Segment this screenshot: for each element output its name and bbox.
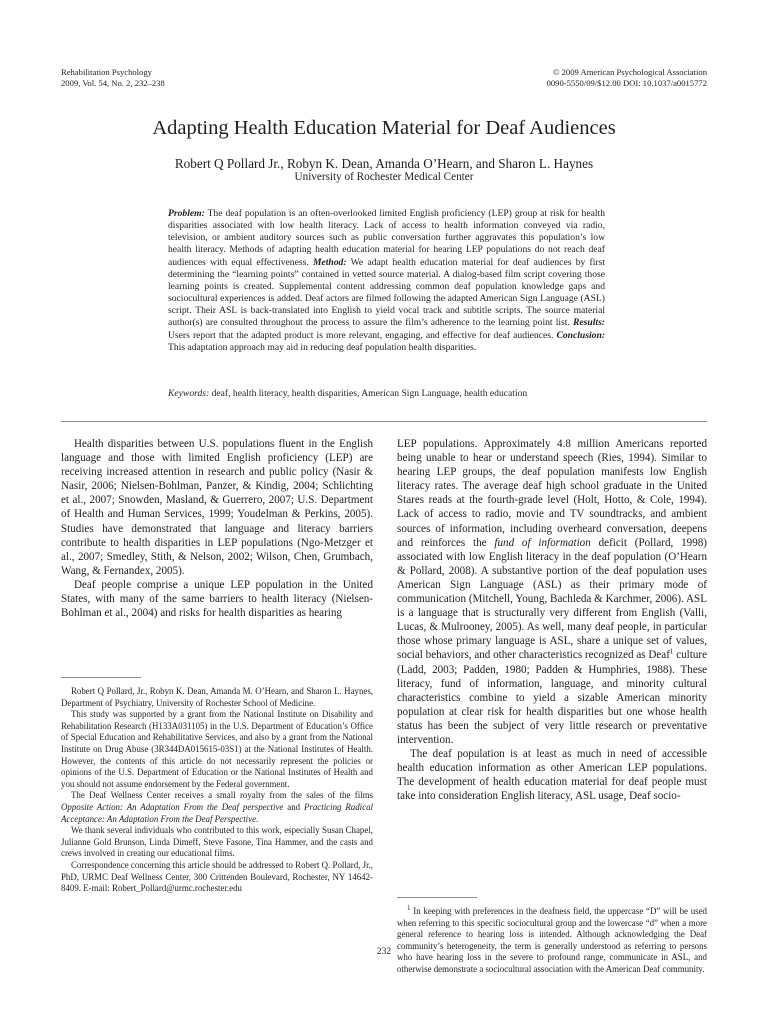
author-note-correspondence: Correspondence concerning this article should be addressed to Robert Q. Pollard, Jr., PhD, URMC Deaf Wellness Center, 300 Crittenden Boulevard, Rochester, NY 14642-8409. E-mail: Robert_Pollard@urmc.rochester.edu (61, 859, 373, 894)
abstract-results-label: Results: (569, 317, 605, 329)
body-column-right (397, 437, 707, 803)
footnote-divider-right (397, 897, 477, 898)
copyright-line: © 2009 American Psychological Association (552, 67, 707, 77)
abstract-conclusion-label: Conclusion: (553, 329, 605, 341)
abstract (168, 208, 605, 354)
journal-name: Rehabilitation Psychology (61, 67, 152, 77)
page-number: 232 (376, 946, 392, 957)
author-note-acknowledgments: We thank several individuals who contributed to this work, especially Susan Chapel, Julianne Gold Brunson, Linda Dimeff, Steve Fasone, Tina Hammer, and the casts and crews involved in creating our educational films. (61, 825, 373, 859)
author-list: Robert Q Pollard Jr., Robyn K. Dean, Amanda O’Hearn, and Sharon L. Haynes (174, 156, 594, 171)
doi-line: 0090-5550/09/$12.00 DOI: 10.1037/a0015772 (546, 77, 707, 88)
royalty-and: and (283, 801, 304, 812)
author-note (61, 686, 373, 895)
footnote-marker: 1 (669, 647, 674, 656)
body-paragraph: The deaf population is at least as much in need of accessible health education information as other American LEP populations. The development of health education material for deaf people must take into consideration English literacy, ASL usage, Deaf socio- (397, 748, 707, 803)
royalty-text: The Deaf Wellness Center receives a small royalty from the sales of the films (71, 790, 373, 801)
journal-citation: 2009, Vol. 54, No. 2, 232–238 (61, 77, 165, 88)
footnote-text: In keeping with preferences in the deafness field, the uppercase “D” will be used when referring to this specific sociocultural group and the lowercase “d” when a more general reference to hearing loss is intended. Although acknowledging the Deaf community’s heterogeneity, the term is generally understood as referring to persons who have hearing loss in the severe to profound range, communicate in ASL, and otherwise demonstrate a sociocultural association with the American Deaf community. (397, 906, 707, 974)
keywords (168, 388, 605, 400)
affiliation: University of Rochester Medical Center (294, 171, 474, 183)
film-title-1: Opposite Action: An Adaptation From the Deaf perspective (61, 801, 284, 812)
author-note-affiliation: Robert Q Pollard, Jr., Robyn K. Dean, Amanda M. O’Hearn, and Sharon L. Haynes, Department of Psychiatry, University of Rochester School of Medicine. (61, 686, 373, 708)
body-paragraph: Deaf people comprise a unique LEP population in the United States, with many of the same barriers to health literacy (Nielsen-Bohlman et al., 2004) and risks for health disparities as hearing (61, 578, 373, 620)
body-text: culture (Ladd, 2003; Padden, 1980; Padden & Humphries, 1988). These literacy, fund of information, language, and minority cultural characteristics combine to yield a sizable American minority population at clear risk for health disparities but one whose health status has been the subject of very little research or preventative intervention. (397, 649, 707, 746)
film-title-2: Practicing Radical Acceptance: An Adaptation From the Deaf Perspective (61, 801, 373, 824)
footnote-number: 1 (407, 904, 411, 913)
article-title: Adapting Health Education Material for Deaf Audiences (152, 117, 616, 139)
footnote (397, 906, 707, 976)
footnote-1 (397, 906, 707, 976)
abstract-problem: The deaf population is an often-overlooked limited English proficiency (LEP) group at risk for health disparities associated with low health literacy. Lack of access to health information conveyed via radio, television, or ambient auditory sources such as public conversation further aggravates this population’s low health literacy. Methods of adapting health education material for hearing LEP populations do not reach deaf audiences with equal effectiveness. (168, 208, 605, 268)
section-divider (61, 421, 707, 422)
abstract-method: We adapt health education material for deaf audiences by first determining the “learning points” contained in vetted source material. A dialog-based film script covering those learning points is created. Supplemental content addressing common deaf population knowledge gaps and sociocultural experiences is added. Deaf actors are filmed following the adapted American Sign Language (ASL) script. Their ASL is back-translated into English to yield vocal track and subtitle scripts. The source material author(s) are consulted throughout the process to assure the film’s adherence to the learning point list. (168, 256, 605, 329)
abstract-conclusion: This adaptation approach may aid in reducing deaf population health disparities. (168, 341, 477, 353)
abstract-method-label: Method: (308, 256, 347, 268)
author-note-funding: This study was supported by a grant from the National Institute on Disability and Rehabilitation Research (H133A031105) in the U.S. Department of Education’s Office of Special Education and Rehabilitative Services, and also by a grant from the National Institute on Drug Abuse (3R344DA015615-03S1) at the National Institutes of Health. However, the contents of this article do not necessarily represent the policies or opinions of the U.S. Department of Education or the National Institutes of Health and you should not assume endorsement by the Federal government. (61, 709, 373, 789)
body-text: deficit (Pollard, 1998) associated with low English literacy in the deaf population (O’Hearn & Pollard, 2008). A substantive portion of the deaf population uses American Sign Language (ASL) as their primary mode of communication (Mitchell, Young, Bachleda & Karchmer, 2006). ASL is a language that is structurally very different from English (Valli, Lucas, & Mulrooney, 2005). As well, many deaf people, in particular those whose primary language is ASL, share a unique set of values, social behaviors, and other characteristics recognized as Deaf (397, 536, 707, 662)
footnote-divider-left (61, 677, 141, 678)
abstract-problem-label: Problem: (168, 208, 205, 219)
body-text: LEP populations. Approximately 4.8 million Americans reported being unable to hear or understand speech (Ries, 1994). Similar to hearing LEP groups, the deaf population manifests low English literacy rates. The average deaf high school graduate in the United Stares reads at the fourth-grade level (Holt, Hotto, & Cole, 1994). Lack of access to radio, movie and TV soundtracks, and ambient sources of information, including overheard conversation, deepens and reinforces the (397, 438, 707, 549)
running-header-right (547, 67, 707, 88)
body-paragraph: Health disparities between U.S. populations fluent in the English language and those with limited English proficiency (LEP) are receiving increased attention in research and public policy (Nasir & Nasir, 2006; Nielsen-Bohlman, Panzer, & Kindig, 2004; Schlichting et al., 2007; Snowden, Masland, & Guerrero, 2007; U.S. Department of Health and Human Services, 1999; Youdelman & Perkins, 2005). Studies have demonstrated that language and literacy barriers contribute to health disparities in LEP populations (Ngo-Metzger et al., 2007; Smedley, Stith, & Nelson, 2002; Wilson, Chen, Grumbach, Wang, & Fernandex, 2005). (61, 438, 373, 577)
abstract-results: Users report that the adapted product is more relevant, engaging, and effective for deaf audiences. (168, 329, 554, 341)
body-column-left (61, 437, 373, 620)
keywords-text: deaf, health literacy, health disparities, American Sign Language, health education (209, 388, 528, 399)
italic-term: fund of information (494, 536, 591, 549)
keywords-label: Keywords: (168, 388, 210, 399)
body-paragraph (397, 437, 707, 747)
running-header-left (61, 67, 165, 88)
royalty-end: . (256, 813, 259, 824)
author-note-royalty (61, 790, 373, 825)
